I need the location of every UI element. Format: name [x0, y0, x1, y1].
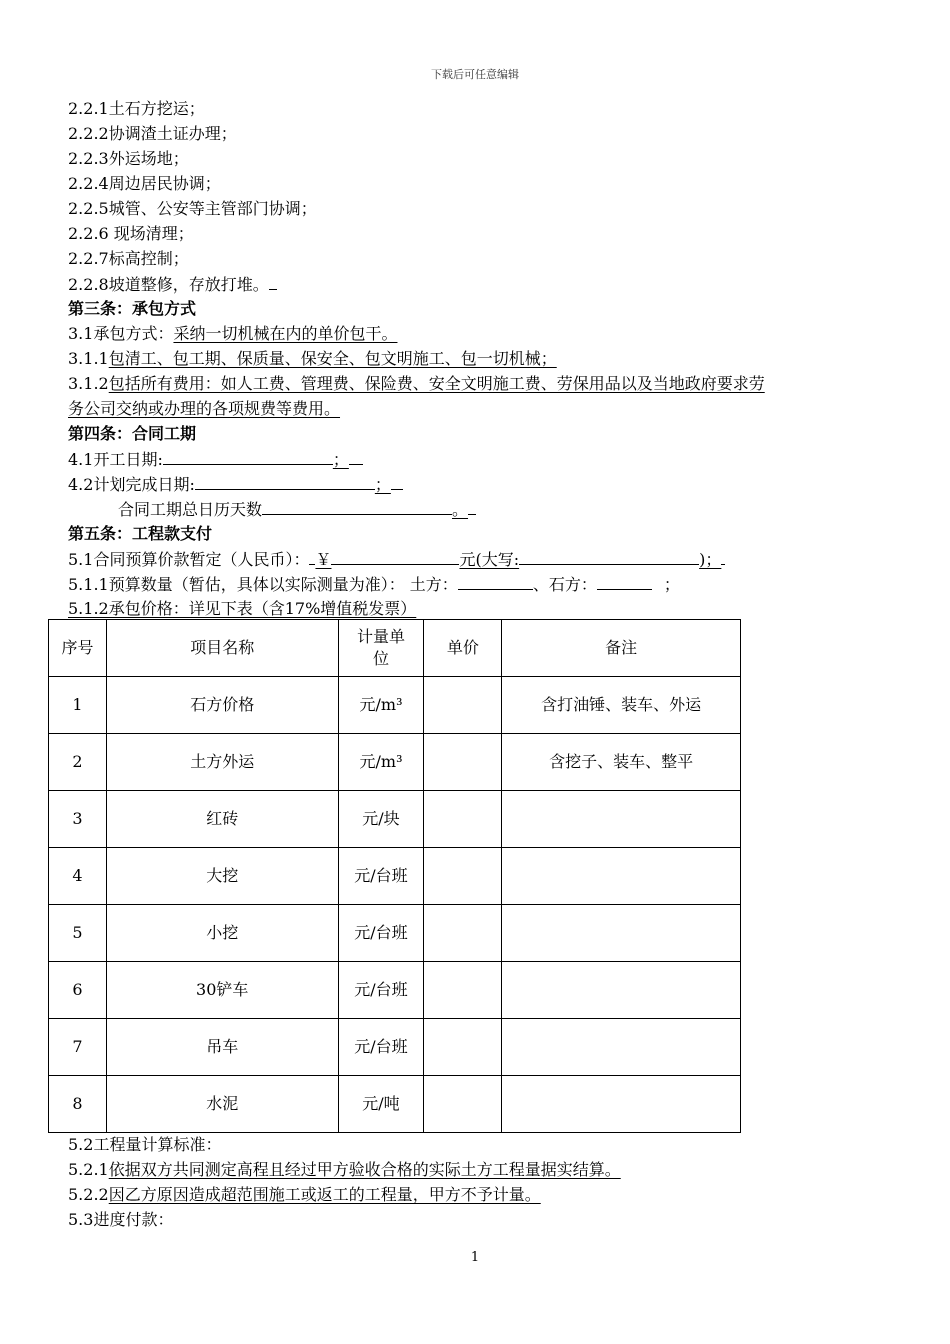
article-5-heading: 第五条：工程款支付 [68, 524, 213, 543]
clause-5-1: 5.1合同预算价款暂定（人民币）： ￥ 元(大写: )； [68, 548, 725, 571]
clause-5-2-1: 5.2.1依据双方共同测定高程且经过甲方验收合格的实际土方工程量据实结算。 [68, 1160, 621, 1179]
clause-2-2-3: 2.2.3外运场地； [68, 149, 189, 168]
table-header-row [49, 620, 741, 677]
clause-5-3: 5.3进度付款： [68, 1210, 174, 1229]
clause-3-1-1-text: 包清工、包工期、保质量、保安全、包文明施工、包一切机械； [108, 349, 557, 368]
clause-2-2-7: 2.2.7标高控制； [68, 249, 189, 268]
table-row: 7 吊车 元/台班 [49, 1019, 741, 1076]
header-index: 序号 [49, 620, 107, 677]
clause-3-1-1: 3.1.1包清工、包工期、保质量、保安全、包文明施工、包一切机械； [68, 349, 557, 368]
clause-2-2-5: 2.2.5城管、公安等主管部门协调； [68, 199, 317, 218]
clause-5-1-1: 5.1.1预算数量（暂估，具体以实际测量为准）： 土方： 、石方： ； [68, 575, 680, 594]
clause-3-1-2-cont: 务公司交纳或办理的各项规费等费用。 [68, 399, 341, 418]
table-row: 3 红砖 元/块 [49, 791, 741, 848]
table-row: 2 土方外运 元/m³ 含挖子、装车、整平 [49, 734, 741, 791]
header-unit: 计量单位 [338, 620, 424, 677]
article-4-heading: 第四条：合同工期 [68, 424, 197, 443]
table-row: 6 30铲车 元/台班 [49, 962, 741, 1019]
clause-3-1-2-text: 包括所有费用：如人工费、管理费、保险费、安全文明施工费、劳保用品以及当地政府要求劳 [108, 374, 765, 393]
clause-2-2-2: 2.2.2协调渣土证办理； [68, 124, 237, 143]
clause-4-3: 合同工期总日历天数 。 [118, 498, 476, 521]
clause-4-2: 4.2计划完成日期: ； [68, 473, 403, 496]
clause-2-2-8: 2.2.8坡道整修，存放打堆。 [68, 273, 277, 296]
clause-3-1-2: 3.1.2包括所有费用：如人工费、管理费、保险费、安全文明施工费、劳保用品以及当地政府要求劳 [68, 374, 765, 393]
clause-5-2: 5.2工程量计算标准： [68, 1135, 222, 1154]
clause-5-2-1-text: 依据双方共同测定高程且经过甲方验收合格的实际土方工程量据实结算。 [108, 1160, 621, 1179]
clause-2-2-1: 2.2.1土石方挖运； [68, 99, 205, 118]
clause-5-1-2: 5.1.2承包价格：详见下表（含17%增值税发票） [68, 599, 417, 618]
table-row: 8 水泥 元/吨 [49, 1076, 741, 1133]
article-3-heading: 第三条：承包方式 [68, 299, 197, 318]
page-header: 下载后可任意编辑 [431, 68, 519, 81]
clause-4-1: 4.1开工日期: ； [68, 448, 363, 471]
clause-2-2-4: 2.2.4周边居民协调； [68, 174, 221, 193]
header-remarks: 备注 [502, 620, 741, 677]
table-row: 4 大挖 元/台班 [49, 848, 741, 905]
clause-5-2-2-text: 因乙方原因造成超范围施工或返工的工程量，甲方不予计量。 [108, 1185, 541, 1204]
price-table [48, 619, 741, 1133]
clause-5-2-2: 5.2.2因乙方原因造成超范围施工或返工的工程量，甲方不予计量。 [68, 1185, 541, 1204]
table-row: 1 石方价格 元/m³ 含打油锤、装车、外运 [49, 677, 741, 734]
table-row: 5 小挖 元/台班 [49, 905, 741, 962]
header-item-name: 项目名称 [106, 620, 338, 677]
clause-3-1: 3.1承包方式：采纳一切机械在内的单价包干。 [68, 324, 398, 343]
page-number: 1 [470, 1250, 480, 1265]
header-price: 单价 [424, 620, 502, 677]
clause-2-2-6: 2.2.6 现场清理； [68, 224, 194, 243]
clause-3-1-text: 采纳一切机械在内的单价包干。 [173, 324, 398, 343]
